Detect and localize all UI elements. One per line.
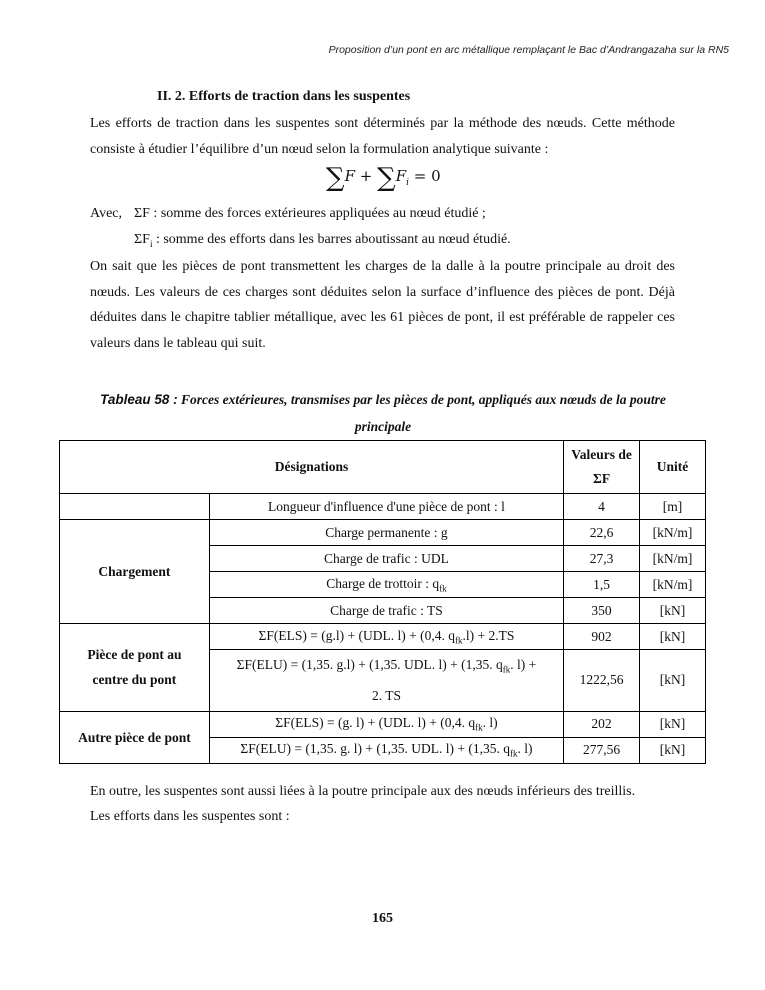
intro-paragraph: Les efforts de traction dans les suspentes sont déterminés par la méthode des nœuds. Cette méthode consiste à étudier l’équilibre d’un nœud selon la formulation analytique suivante : (90, 116, 675, 157)
table-caption (92, 386, 674, 440)
cell-unit: [kN] (640, 711, 706, 737)
formula-term-f: F (344, 167, 355, 185)
cell-label: Charge de trafic : TS (209, 598, 563, 624)
group-centre-du-pont: Pièce de pont au centre du pont (60, 624, 210, 712)
table-row (60, 711, 706, 737)
page-number: 165 (372, 911, 393, 926)
avec-line-2: $\Sigma F_i$ : somme des efforts dans les barres aboutissant au nœud étudié. (134, 232, 511, 249)
forces-table (59, 440, 706, 764)
cell-value: 350 (564, 598, 640, 624)
cell-unit: [kN/m] (640, 546, 706, 572)
table-row (60, 624, 706, 650)
cell-formula: ΣF(ELS) = (g.l) + (UDL. l) + (0,4. $q_{fk}.l) + 2.TS$ (209, 624, 563, 650)
cell-label: Longueur d'influence d'une pièce de pont : l (209, 494, 563, 520)
cell-value: 4 (564, 494, 640, 520)
formula-term-fi: F (395, 167, 407, 185)
cell-unit: [kN/m] (640, 572, 706, 598)
cell-label: Charge permanente : g (209, 520, 563, 546)
cell-value: 1,5 (564, 572, 640, 598)
formula-equals: = 0 (413, 167, 441, 185)
cell-unit: [m] (640, 494, 706, 520)
cell-unit: [kN/m] (640, 520, 706, 546)
table-header-row (60, 441, 706, 494)
section-title: II. 2. Efforts de traction dans les suspentes (157, 89, 411, 104)
avec-lead: Avec, (90, 206, 122, 221)
outro-line-1: En outre, les suspentes sont aussi liées à la poutre principale aux des nœuds inférieurs des treillis. (90, 784, 636, 799)
table-row (60, 494, 706, 520)
cell-formula: ΣF(ELU) = (1,35. g.l) + (1,35. UDL. l) + (1,35. $q_{fk}$. l) + 2. TS (209, 650, 563, 712)
table-caption-text: Forces extérieures, transmises par les pièces de pont, appliqués aux nœuds de la poutre principale (177, 392, 666, 434)
table-caption-label: Tableau 58 : (100, 392, 178, 407)
body-paragraph: On sait que les pièces de pont transmettent les charges de la dalle à la poutre principale au droit des nœuds. Les valeurs de ces charges sont déduites selon la surface d’influence des pièces de pont. Déjà déduites dans le chapitre tablier métallique, avec les 61 pièces de pont, il est préférable de rappeler ces valeurs dans le tableau qui suit. (90, 259, 675, 351)
empty-cell (60, 494, 210, 520)
sum-symbol: ∑ (377, 163, 396, 193)
cell-unit: [kN] (640, 598, 706, 624)
equilibrium-formula (326, 163, 441, 193)
cell-value: 277,56 (564, 737, 640, 763)
cell-unit: [kN] (640, 650, 706, 712)
cell-value: 27,3 (564, 546, 640, 572)
cell-value: 902 (564, 624, 640, 650)
group-chargement: Chargement (60, 520, 210, 624)
outro-line-2: Les efforts dans les suspentes sont : (90, 809, 290, 824)
header-valeurs: Valeurs de ΣF (564, 441, 640, 494)
running-header: Proposition d’un pont en arc métallique remplaçant le Bac d’Andrangazaha sur la RN5 (328, 44, 729, 56)
cell-value: 202 (564, 711, 640, 737)
cell-label: Charge de trottoir : $q_{fk}$ (209, 572, 563, 598)
header-unite: Unité (640, 441, 706, 494)
cell-formula: ΣF(ELU) = (1,35. g. l) + (1,35. UDL. l) + (1,35. $q_{fk}$. l) (209, 737, 563, 763)
group-autre-piece: Autre pièce de pont (60, 711, 210, 763)
cell-value: 1222,56 (564, 650, 640, 712)
formula-subscript-i: i (406, 178, 409, 188)
cell-label: Charge de trafic : UDL (209, 546, 563, 572)
cell-formula: ΣF(ELS) = (g. l) + (UDL. l) + (0,4. $q_{fk}$. l) (209, 711, 563, 737)
cell-unit: [kN] (640, 624, 706, 650)
cell-unit: [kN] (640, 737, 706, 763)
header-designations: Désignations (60, 441, 564, 494)
table-row (60, 520, 706, 546)
formula-plus: + (359, 167, 373, 185)
sum-symbol: ∑ (326, 163, 345, 193)
avec-line-1: ΣF : somme des forces extérieures appliquées au nœud étudié ; (134, 206, 486, 221)
cell-value: 22,6 (564, 520, 640, 546)
